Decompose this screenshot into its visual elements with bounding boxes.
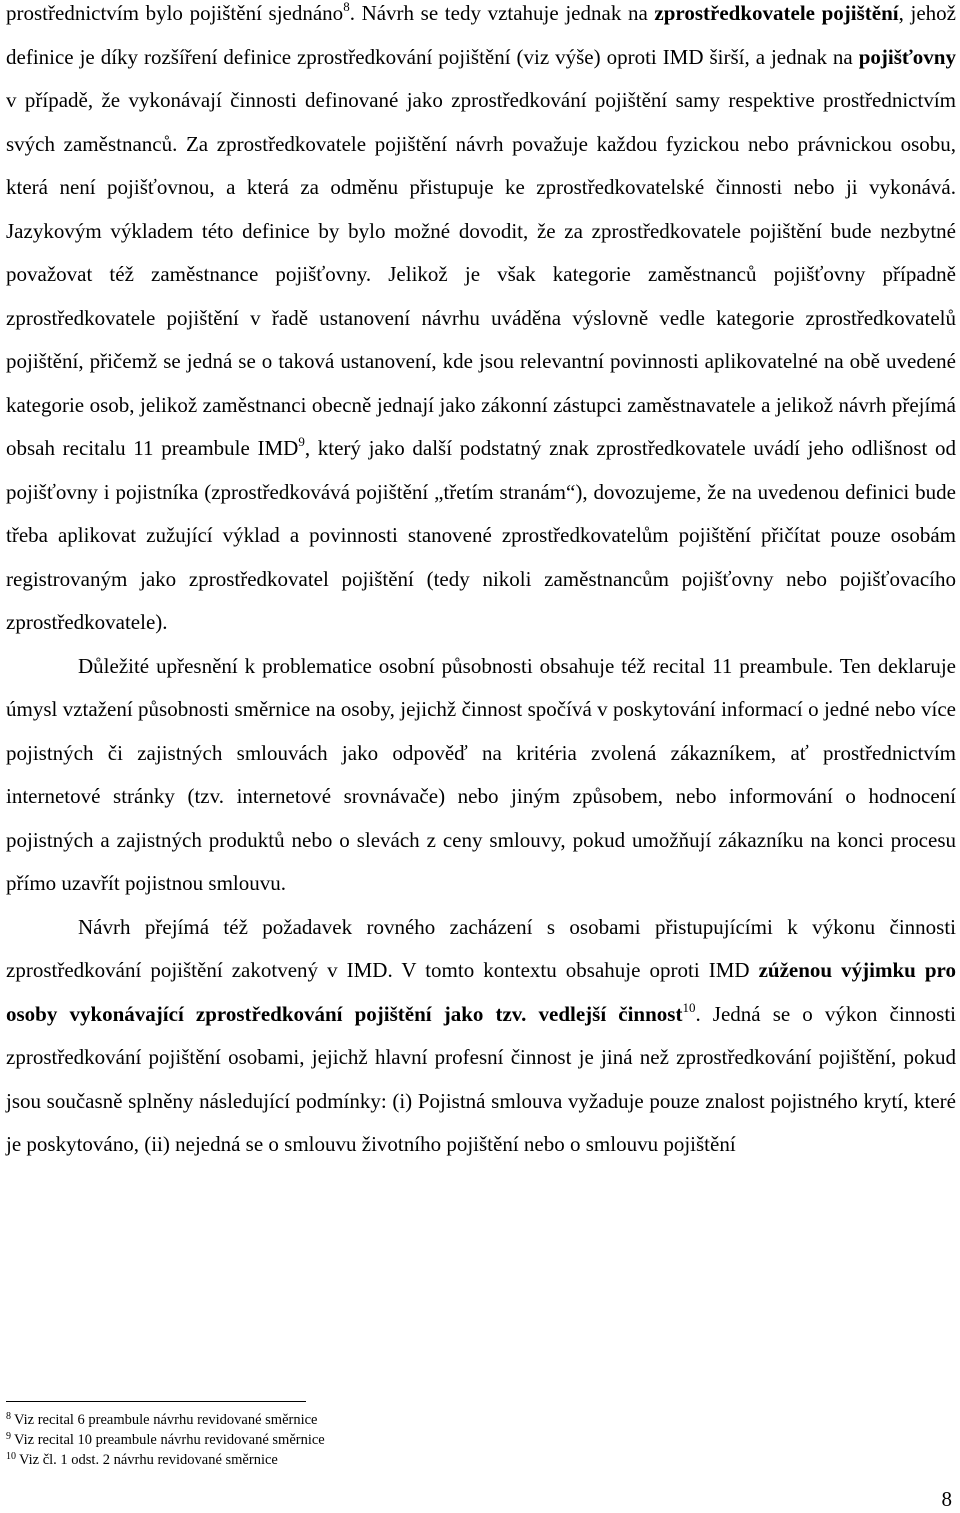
footnote-number: 10	[6, 1451, 16, 1462]
text-run: . Návrh se tedy vztahuje jednak na	[349, 1, 655, 25]
emphasized-text: zprostředkovatele pojištění	[654, 1, 899, 25]
text-run: v případě, že vykonávají činnosti definované jako zprostředkování pojištění samy respektive prostřednictvím svých zaměstnanců. Za zprostředkovatele pojištění návrh považuje každou fyzickou nebo právnickou osobu, která není pojišťovnou, a která za odměnu přistupuje ke zprostředkovatelské činnosti nebo ji vykonává. Jazykovým výkladem této definice by bylo možné dovodit, že za zprostředkovatele pojištění bude nezbytné považovat též zaměstnance pojišťovny. Jelikož je však kategorie zaměstnanců pojišťovny případně zprostředkovatele pojištění v řadě ustanovení návrhu uváděna výslovně vedle kategorie zprostředkovatelů pojištění, přičemž se jedná se o taková ustanovení, kde jsou relevantní povinnosti aplikovatelné na obě uvedené kategorie osob, jelikož zaměstnanci obecně jednají jako zákonní zástupci zaměstnavatele a jelikož návrh přejímá obsah recitalu 11 preambule IMD	[6, 88, 956, 460]
text-run: prostřednictvím bylo pojištění sjednáno	[6, 1, 344, 25]
footnotes	[6, 1410, 706, 1470]
footnote-text: Viz čl. 1 odst. 2 návrhu revidované směrnice	[19, 1452, 278, 1468]
text-run: , jehož definice je díky rozšíření definice zprostředkování pojištění (viz výše) oproti IMD širší, a jednak na	[6, 1, 956, 69]
text-run: . Jedná se o výkon činnosti zprostředkování pojištění osobami, jejichž hlavní profesní činnost je jiná než zprostředkování pojištění, pokud jsou současně splněny následující podmínky: (i) Pojistná smlouva vyžaduje pouze znalost pojistného krytí, které je poskytováno, (ii) nejedná se o smlouvu životního pojištění nebo o smlouvu pojištění	[6, 1001, 956, 1156]
text-run: Důležité upřesnění k problematice osobní působnosti obsahuje též recital 11 preambule. Ten deklaruje úmysl vztažení působnosti směrnice na osoby, jejichž činnost spočívá v poskytování informací o jedné nebo více pojistných či zajistných smlouvách jako odpověď na kritéria zvolená zákazníkem, ať prostřednictvím internetové stránky (tzv. internetové srovnávače) nebo jiným způsobem, nebo informování o hodnocení pojistných a zajistných produktů nebo o slevách z ceny smlouvy, pokud umožňují zákazníku na konci procesu přímo uzavřít pojistnou smlouvu.	[6, 653, 956, 895]
footnote-text: Viz recital 6 preambule návrhu revidované směrnice	[14, 1412, 318, 1428]
footnote	[6, 1410, 706, 1430]
footnote-reference: 9	[298, 434, 305, 449]
text-run: , který jako další podstatný znak zprostředkovatele uvádí jeho odlišnost od pojišťovny i pojistníka (zprostředkovává pojištění „třetím stranám“), dovozujeme, že na uvedenou definici bude třeba aplikovat zužující výklad a povinnosti stanovené zprostředkovatelům pojištění přičítat pouze osobám registrovaným jako zprostředkovatel pojištění (tedy nikoli zaměstnancům pojišťovny nebo pojišťovacího zprostředkovatele).	[6, 436, 956, 634]
text-run: Návrh přejímá též požadavek rovného zacházení s osobami přistupujícími k výkonu činnosti zprostředkování pojištění zakotvený v IMD. V tomto kontextu obsahuje oproti IMD	[6, 914, 956, 982]
footnote-reference: 10	[682, 999, 696, 1015]
footnote-number: 9	[6, 1431, 11, 1442]
footnote	[6, 1450, 706, 1470]
document-page	[6, 0, 956, 1175]
emphasized-text: pojišťovny	[858, 44, 956, 69]
paragraph	[6, 645, 956, 906]
paragraph	[6, 906, 956, 1167]
footnote-number: 8	[6, 1411, 11, 1422]
page-number: 8	[941, 1487, 952, 1511]
footnote	[6, 1430, 706, 1450]
paragraph	[6, 0, 956, 645]
emphasized-text: zúženou výjimku pro osoby vykonávající zprostředkování pojištění jako tzv. vedlejší činnost	[6, 958, 956, 1026]
footnote-reference: 8	[343, 0, 350, 14]
footnote-separator	[6, 1401, 306, 1402]
body-text	[6, 0, 956, 1175]
footnote-text: Viz recital 10 preambule návrhu revidované směrnice	[14, 1432, 325, 1448]
